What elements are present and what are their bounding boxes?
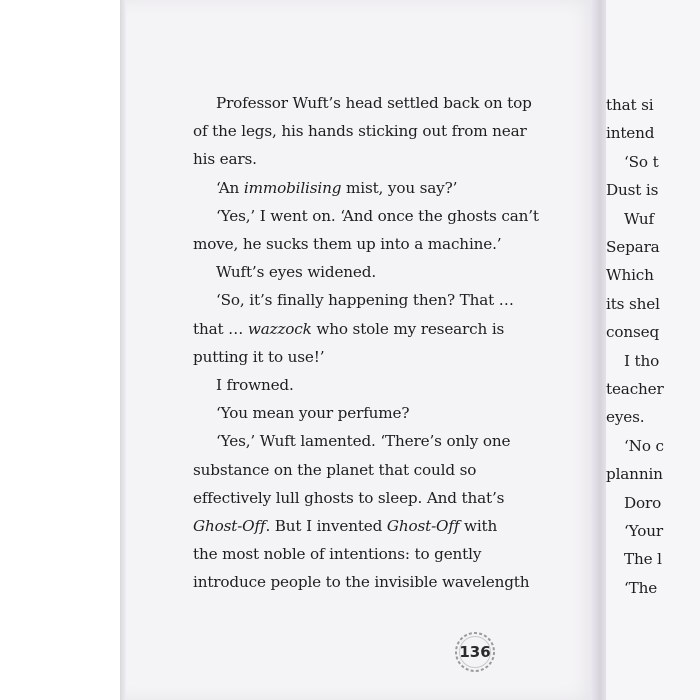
right-page-line: ‘No c: [624, 436, 664, 455]
right-page-line: its shel: [606, 294, 660, 313]
left-page-line: the most noble of intentions: to gently: [193, 545, 482, 564]
left-page-line: [193, 320, 504, 338]
right-page-line: conseq: [606, 323, 660, 342]
right-page-line: plannin: [606, 465, 663, 484]
right-page: [606, 0, 700, 700]
right-page-line: that si: [606, 96, 654, 114]
left-page-line: ‘Yes,’ I went on. ‘And once the ghosts can’t: [216, 206, 539, 225]
right-page-line: Dust is: [606, 181, 659, 200]
right-page-line: Wuf: [624, 209, 654, 228]
italic-text: immobilising: [243, 178, 342, 197]
right-page-line: The l: [624, 550, 662, 569]
left-page: [120, 0, 596, 700]
right-page-line: intend: [606, 124, 655, 143]
right-page-line: eyes.: [606, 408, 645, 427]
italic-text: Ghost-Off: [386, 517, 460, 535]
italic-text: Ghost-Off: [193, 517, 266, 535]
left-page-line: [216, 179, 457, 197]
text-run: mist, you say?’: [341, 178, 458, 197]
right-page-line: I tho: [624, 351, 660, 370]
right-page-line: Separa: [606, 238, 660, 256]
page-number: 136: [459, 643, 491, 661]
text-run: ‘An: [216, 178, 244, 197]
right-page-line: ‘Your: [624, 522, 663, 540]
text-run: that …: [193, 319, 248, 338]
right-page-line: Doro: [624, 493, 662, 512]
left-page-line: putting it to use!’: [193, 347, 325, 366]
text-run: who stole my research is: [311, 319, 505, 338]
left-page-line: ‘Yes,’ Wuft lamented. ‘There’s only one: [216, 432, 511, 451]
page-edge: [120, 0, 126, 700]
italic-text: wazzock: [247, 319, 312, 338]
left-page-line: [193, 517, 497, 535]
right-page-line: ‘So t: [624, 152, 659, 171]
right-page-line: ‘The: [624, 578, 658, 597]
left-page-line: substance on the planet that could so: [193, 460, 477, 479]
page-number-badge: [450, 627, 500, 677]
right-page-line: teacher: [606, 380, 664, 398]
left-page-line: I frowned.: [216, 376, 294, 394]
left-page-line: ‘You mean your perfume?: [216, 404, 410, 423]
left-page-line: ‘So, it’s finally happening then? That …: [216, 291, 514, 310]
left-page-line: move, he sucks them up into a machine.’: [193, 235, 502, 253]
left-page-line: Wuft’s eyes widened.: [216, 263, 377, 282]
left-page-line: Professor Wuft’s head settled back on top: [216, 94, 532, 112]
right-page-line: Which: [606, 266, 654, 285]
left-page-line: of the legs, his hands sticking out from near: [193, 122, 527, 141]
text-run: with: [459, 517, 498, 535]
left-page-line: his ears.: [193, 150, 257, 169]
text-run: . But I invented: [265, 517, 387, 535]
left-page-line: introduce people to the invisible wavelength: [193, 573, 530, 592]
left-page-line: effectively lull ghosts to sleep. And that’s: [193, 488, 505, 507]
